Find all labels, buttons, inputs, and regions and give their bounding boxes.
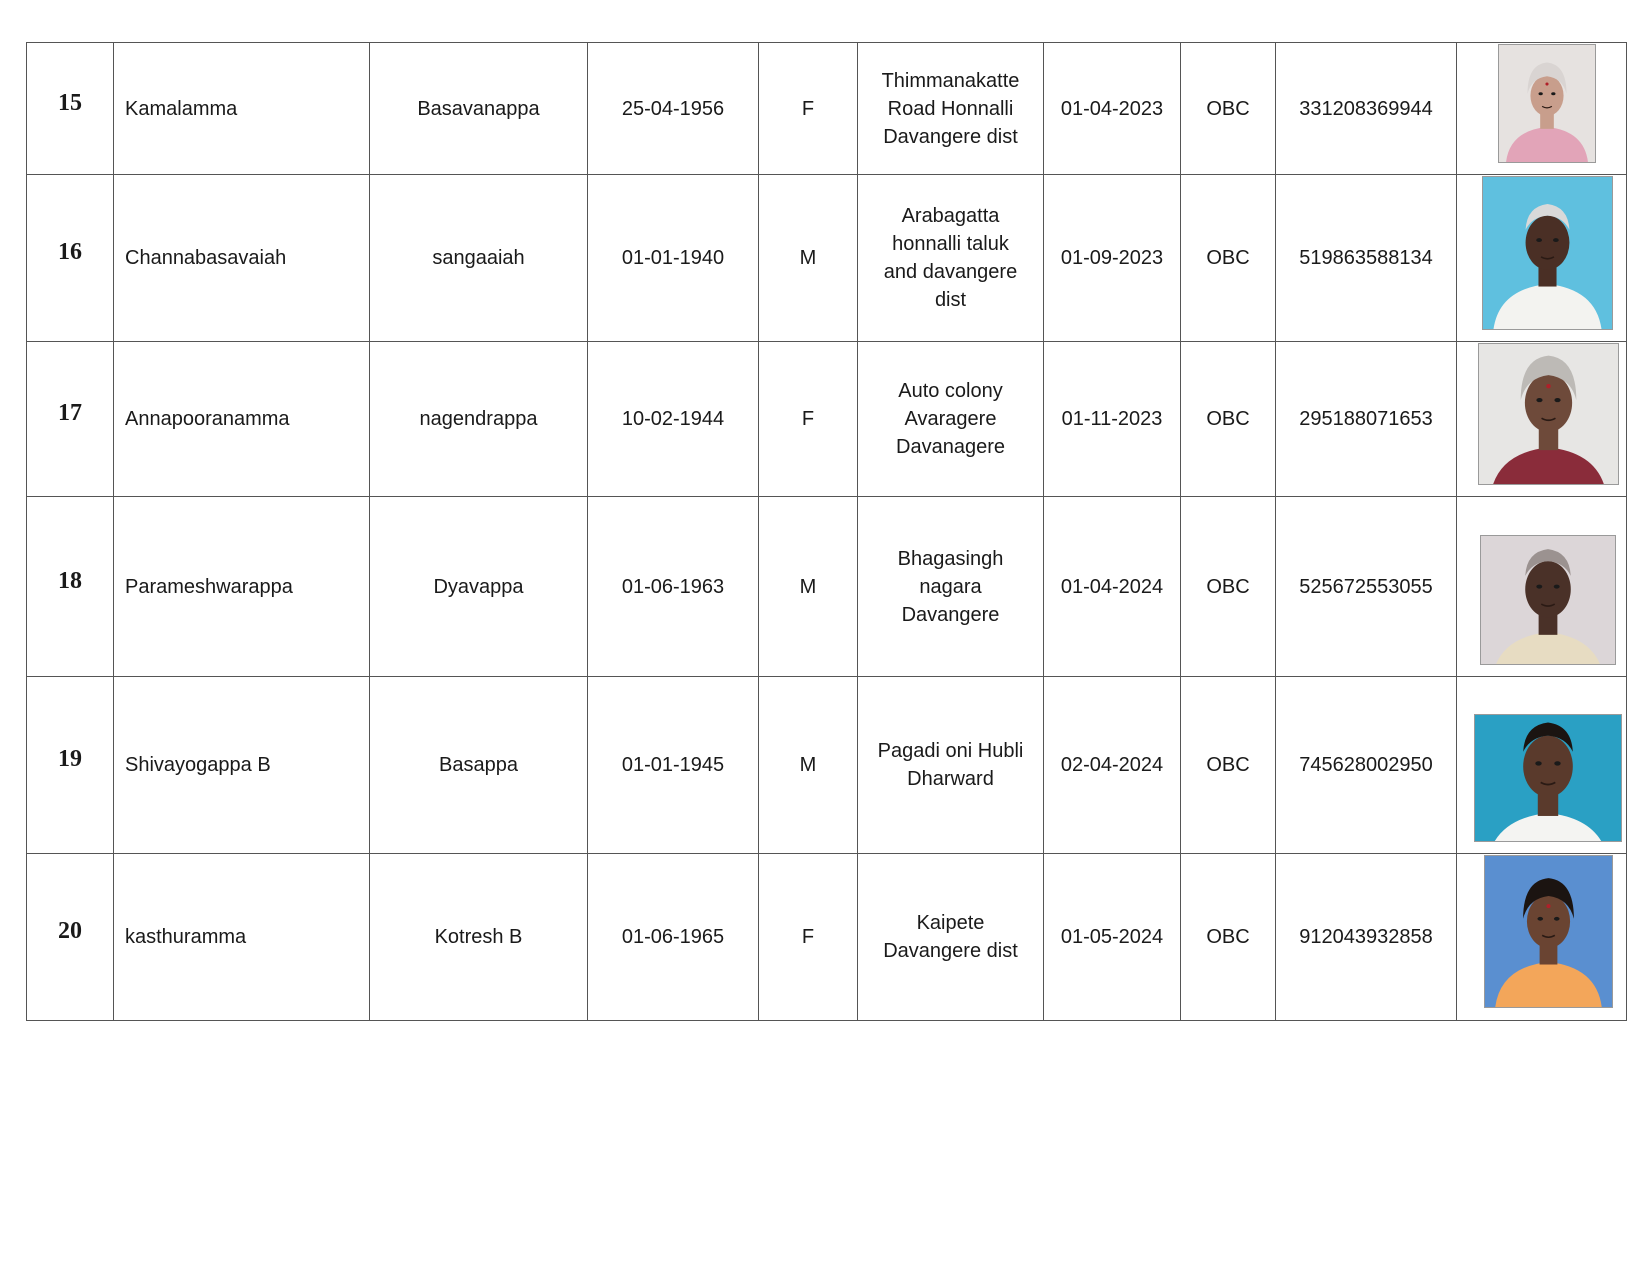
address-line: Arabagatta xyxy=(901,205,1000,227)
aadhaar-number: 912043932858 xyxy=(1276,854,1457,1021)
serial-number: 18 xyxy=(58,567,82,594)
address-line: Davangere dist xyxy=(883,940,1018,962)
address-cell xyxy=(858,497,1044,677)
date-of-birth: 10-02-1944 xyxy=(588,342,759,497)
beneficiary-name: Kamalamma xyxy=(114,43,370,175)
beneficiary-photo xyxy=(1474,714,1622,842)
address-line: Bhagasingh xyxy=(897,547,1004,570)
aadhaar-number: 745628002950 xyxy=(1276,677,1457,854)
gender: F xyxy=(759,43,858,175)
enrollment-date: 02-04-2024 xyxy=(1044,677,1181,854)
address-line: nagara xyxy=(919,575,982,598)
address-line: dist xyxy=(934,289,967,311)
father-name: Basavanappa xyxy=(370,43,588,175)
gender: F xyxy=(759,854,858,1021)
photo-cell xyxy=(1457,497,1627,677)
address-line: honnalli taluk xyxy=(892,233,1009,255)
date-of-birth: 01-01-1940 xyxy=(588,175,759,342)
address-line: Davangere dist xyxy=(883,125,1018,148)
table-row xyxy=(27,497,1627,677)
father-name: Kotresh B xyxy=(370,854,588,1021)
father-name: sangaaiah xyxy=(370,175,588,342)
beneficiary-table xyxy=(26,42,1627,1021)
date-of-birth: 25-04-1956 xyxy=(588,43,759,175)
date-of-birth: 01-06-1965 xyxy=(588,854,759,1021)
category: OBC xyxy=(1181,854,1276,1021)
gender: M xyxy=(759,497,858,677)
address-cell xyxy=(858,854,1044,1021)
father-name: Basappa xyxy=(370,677,588,854)
table-row xyxy=(27,854,1627,1021)
enrollment-date: 01-04-2024 xyxy=(1044,497,1181,677)
beneficiary-name: Channabasavaiah xyxy=(114,175,370,342)
address-line: Auto colony xyxy=(898,380,1003,402)
serial-number-cell xyxy=(27,342,114,497)
aadhaar-number: 295188071653 xyxy=(1276,342,1457,497)
beneficiary-photo xyxy=(1478,343,1619,485)
category: OBC xyxy=(1181,497,1276,677)
table-body xyxy=(27,43,1627,1021)
serial-number: 20 xyxy=(58,918,82,944)
father-name: Dyavappa xyxy=(370,497,588,677)
enrollment-date: 01-05-2024 xyxy=(1044,854,1181,1021)
address-line: Davangere xyxy=(901,603,1000,626)
photo-cell xyxy=(1457,342,1627,497)
photo-cell xyxy=(1457,854,1627,1021)
category: OBC xyxy=(1181,175,1276,342)
category: OBC xyxy=(1181,342,1276,497)
address-line: Pagadi oni Hubli xyxy=(877,740,1024,762)
aadhaar-number: 519863588134 xyxy=(1276,175,1457,342)
address-cell xyxy=(858,677,1044,854)
address-line: Road Honnalli xyxy=(887,97,1014,120)
address-line: and davangere xyxy=(883,261,1018,283)
serial-number-cell xyxy=(27,43,114,175)
table-row xyxy=(27,677,1627,854)
beneficiary-name: Annapooranamma xyxy=(114,342,370,497)
father-name: nagendrappa xyxy=(370,342,588,497)
photo-cell xyxy=(1457,677,1627,854)
enrollment-date: 01-04-2023 xyxy=(1044,43,1181,175)
beneficiary-name: Parameshwarappa xyxy=(114,497,370,677)
date-of-birth: 01-01-1945 xyxy=(588,677,759,854)
address-cell xyxy=(858,175,1044,342)
category: OBC xyxy=(1181,677,1276,854)
serial-number-cell xyxy=(27,497,114,677)
table-row xyxy=(27,175,1627,342)
beneficiary-photo xyxy=(1480,535,1616,665)
aadhaar-number: 525672553055 xyxy=(1276,497,1457,677)
address-cell xyxy=(858,342,1044,497)
address-line: Thimmanakatte xyxy=(881,69,1020,92)
address-line: Dharward xyxy=(907,768,994,790)
table-row xyxy=(27,342,1627,497)
category: OBC xyxy=(1181,43,1276,175)
serial-number-cell xyxy=(27,677,114,854)
serial-number: 15 xyxy=(58,89,82,116)
serial-number: 17 xyxy=(58,400,82,426)
beneficiary-photo xyxy=(1482,176,1613,330)
enrollment-date: 01-09-2023 xyxy=(1044,175,1181,342)
beneficiary-photo xyxy=(1484,855,1613,1008)
beneficiary-name: Shivayogappa B xyxy=(114,677,370,854)
gender: M xyxy=(759,677,858,854)
serial-number: 16 xyxy=(58,239,82,265)
date-of-birth: 01-06-1963 xyxy=(588,497,759,677)
address-cell xyxy=(858,43,1044,175)
address-line: Davanagere xyxy=(896,436,1005,458)
serial-number-cell xyxy=(27,854,114,1021)
serial-number: 19 xyxy=(58,746,82,772)
beneficiary-name: kasthuramma xyxy=(114,854,370,1021)
address-line: Kaipete xyxy=(916,912,985,934)
aadhaar-number: 331208369944 xyxy=(1276,43,1457,175)
photo-cell xyxy=(1457,43,1627,175)
photo-cell xyxy=(1457,175,1627,342)
enrollment-date: 01-11-2023 xyxy=(1044,342,1181,497)
serial-number-cell xyxy=(27,175,114,342)
gender: M xyxy=(759,175,858,342)
gender: F xyxy=(759,342,858,497)
beneficiary-photo xyxy=(1498,44,1596,163)
address-line: Avaragere xyxy=(904,408,997,430)
table-row xyxy=(27,43,1627,175)
